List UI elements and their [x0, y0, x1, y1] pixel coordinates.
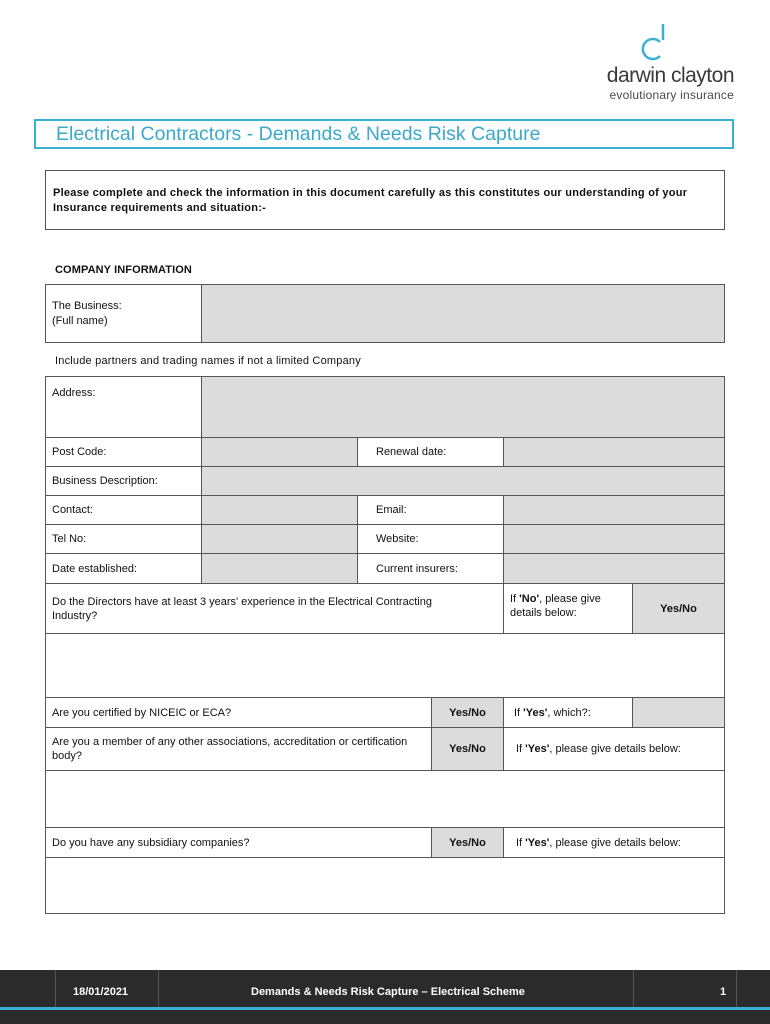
- certified-if-prefix: If: [514, 706, 524, 719]
- date-established-input[interactable]: [201, 553, 358, 584]
- partners-note: Include partners and trading names if not a limited Company: [55, 355, 361, 367]
- description-label-cell: [45, 466, 202, 496]
- website-input[interactable]: [503, 524, 725, 554]
- directors-if-prefix: If: [510, 593, 520, 605]
- intro-box: [45, 170, 725, 230]
- member-answer: Yes/No: [449, 743, 486, 755]
- established-label: Date established:: [52, 562, 137, 575]
- business-label-cell: [45, 284, 202, 343]
- logo-tagline: evolutionary insurance: [609, 88, 734, 102]
- member-question: Are you a member of any other associations, accreditation or certification body?: [52, 736, 408, 762]
- member-if-keyword: 'Yes': [525, 743, 550, 755]
- insurers-label: Current insurers:: [376, 562, 458, 575]
- footer-accent-stripe: [0, 1007, 770, 1010]
- subsidiary-question-cell: [45, 827, 432, 858]
- member-if-suffix: , please give details below:: [549, 743, 681, 755]
- directors-if-suffix: , please give details below:: [510, 593, 601, 619]
- current-insurers-input[interactable]: [503, 553, 725, 584]
- section-heading: COMPANY INFORMATION: [55, 264, 192, 276]
- contact-label: Contact:: [52, 504, 93, 516]
- address-label: Address:: [52, 387, 96, 399]
- directors-if-keyword: 'No': [519, 593, 540, 605]
- renewal-label: Renewal date:: [376, 446, 447, 458]
- member-if-cell: [503, 727, 725, 771]
- directors-answer: Yes/No: [660, 602, 697, 615]
- footer-page-number: 1: [720, 986, 727, 998]
- business-label: The Business:: [52, 299, 122, 312]
- subsidiary-answer: Yes/No: [449, 836, 486, 849]
- subsidiary-if-prefix: If: [516, 836, 526, 849]
- certified-if-keyword: 'Yes': [523, 706, 548, 719]
- document-title: Electrical Contractors - Demands & Needs Risk Capture: [56, 123, 541, 145]
- business-name-input[interactable]: [201, 284, 725, 343]
- subsidiary-question: Do you have any subsidiary companies?: [52, 836, 250, 849]
- directors-if-cell: [503, 583, 633, 634]
- intro-text: Please complete and check the information in this document carefully as this constitutes our understanding of your Insurance requirements and situation:-: [53, 187, 688, 214]
- certified-if-cell: [503, 697, 633, 728]
- renewal-label-cell: [357, 437, 504, 467]
- company-logo: [584, 20, 734, 100]
- member-yes-no[interactable]: [431, 727, 504, 771]
- directors-question-cell: [45, 583, 504, 634]
- website-label: Website:: [376, 533, 419, 545]
- logo-mark-icon: [636, 22, 676, 64]
- renewal-date-input[interactable]: [503, 437, 725, 467]
- footer-date: 18/01/2021: [73, 986, 129, 998]
- directors-yes-no[interactable]: [632, 583, 725, 634]
- subsidiary-yes-no[interactable]: [431, 827, 504, 858]
- address-input[interactable]: [201, 376, 725, 438]
- tel-label-cell: [45, 524, 202, 554]
- business-description-input[interactable]: [201, 466, 725, 496]
- email-label-cell: [357, 495, 504, 525]
- directors-question: Do the Directors have at least 3 years' experience in the Electrical Contracting Industry?: [52, 595, 432, 622]
- subsidiary-details-input[interactable]: [45, 857, 725, 914]
- subsidiary-if-keyword: 'Yes': [525, 836, 550, 849]
- subsidiary-if-suffix: , please give details below:: [549, 836, 681, 849]
- certified-if-suffix: , which?:: [547, 706, 591, 719]
- business-label-sub: (Full name): [52, 314, 108, 327]
- address-label-cell: [45, 376, 202, 438]
- postcode-label-cell: [45, 437, 202, 467]
- certified-answer: Yes/No: [449, 706, 486, 719]
- contact-label-cell: [45, 495, 202, 525]
- postcode-input[interactable]: [201, 437, 358, 467]
- website-label-cell: [357, 524, 504, 554]
- logo-name: darwin clayton: [606, 64, 734, 87]
- certified-yes-no[interactable]: [431, 697, 504, 728]
- footer-doc-title: Demands & Needs Risk Capture – Electrical Scheme: [251, 986, 525, 998]
- email-label: Email:: [376, 504, 407, 516]
- member-details-input[interactable]: [45, 770, 725, 828]
- certified-question-cell: [45, 697, 432, 728]
- insurers-label-cell: [357, 553, 504, 584]
- description-label: Business Description:: [52, 475, 158, 487]
- tel-input[interactable]: [201, 524, 358, 554]
- member-if-prefix: If: [516, 743, 526, 755]
- email-input[interactable]: [503, 495, 725, 525]
- member-question-cell: [45, 727, 432, 771]
- directors-details-input[interactable]: [45, 633, 725, 698]
- contact-input[interactable]: [201, 495, 358, 525]
- certified-which-input[interactable]: [632, 697, 725, 728]
- subsidiary-if-cell: [503, 827, 725, 858]
- certified-question: Are you certified by NICEIC or ECA?: [52, 706, 232, 719]
- document-title-box: [34, 119, 734, 149]
- tel-label: Tel No:: [52, 533, 87, 545]
- established-label-cell: [45, 553, 202, 584]
- postcode-label: Post Code:: [52, 446, 107, 458]
